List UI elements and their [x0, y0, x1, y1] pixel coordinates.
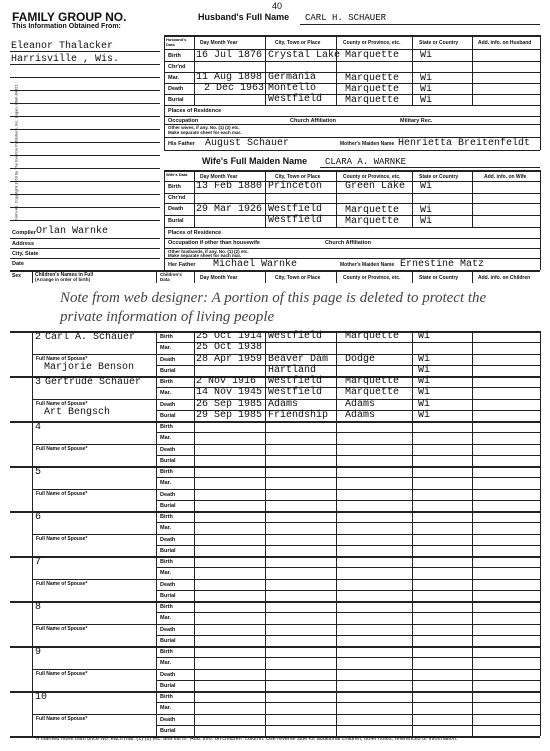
child-row-line [156, 680, 540, 681]
husband-death-state: Wi [420, 84, 433, 95]
child-burial-label: Burial [160, 368, 176, 374]
child-spouse-label: Full Name of Spouse* [36, 491, 88, 497]
wife-col-county-header: County or Province, etc. [343, 174, 401, 180]
col-county-header: County or Province, etc. [343, 40, 401, 46]
child-spouse-line [32, 444, 156, 445]
form-title: FAMILY GROUP NO. [12, 10, 127, 24]
wife-name: CLARA A. WARNKE [325, 157, 407, 167]
obtained-from-label: This Information Obtained From: [12, 23, 121, 30]
her-mother-label: Mother's Maiden Name [340, 262, 395, 268]
husband-birth-label: Birth [168, 53, 181, 59]
child-birth-label: Birth [160, 469, 173, 475]
child-row-line [156, 444, 540, 445]
child-row-line [156, 579, 540, 580]
child-spouse-label: Full Name of Spouse* [36, 716, 88, 722]
footer-note: *If married more than once No. each mar. (1) (2) etc. and list in "Add. info. on children" column. Use reverse side for additional children, other notes, references or information. [34, 736, 458, 742]
child-number: 3 [35, 377, 42, 388]
child-event-place: Adams [268, 399, 299, 410]
child-row-line [156, 635, 540, 636]
sex-label: Sex [12, 273, 21, 279]
child-death-label: Death [160, 357, 176, 363]
child-spouse-line [32, 579, 156, 580]
child-burial-label: Burial [160, 503, 176, 509]
child-row-line [156, 657, 540, 658]
child-death-label: Death [160, 492, 176, 498]
child-event-place: Westfield [268, 387, 323, 398]
child-birth-label: Birth [160, 559, 173, 565]
husband-burial-state: Wi [420, 95, 433, 106]
husband-birth-place: Crystal Lake [268, 50, 341, 61]
husband-name-line [300, 24, 540, 25]
child-event-state: Wi [418, 410, 431, 421]
husband-chrnd-label: Chr'nd [168, 64, 186, 70]
compiler-label: Compiler [12, 230, 36, 236]
husband-mar-county: Marquette [345, 73, 400, 84]
child-mar-label: Mar. [160, 435, 172, 441]
address-label: Address [12, 241, 35, 247]
child-row-line [156, 455, 540, 456]
child-row-line [10, 421, 540, 423]
child-spouse-line [32, 669, 156, 670]
husband-death-label: Death [168, 86, 184, 92]
wife-birth-date: 13 Feb 1880 [196, 181, 263, 192]
child-birth-label: Birth [160, 604, 173, 610]
child-spouse-line [32, 399, 156, 400]
child-spouse-name: Art Bengsch [44, 407, 111, 418]
child-death-label: Death [160, 582, 176, 588]
husband-death-place: Montello [268, 83, 317, 94]
wife-death-label: Death [168, 206, 184, 212]
wife-burial-state: Wi [420, 216, 433, 227]
child-event-place: Hartland [268, 365, 317, 376]
designer-note: Note from web designer: A portion of this page is deleted to protect the private information of living people [60, 290, 487, 325]
child-spouse-label: Full Name of Spouse* [36, 446, 88, 452]
child-spouse-label: Full Name of Spouse* [36, 581, 88, 587]
child-event-state: Wi [418, 387, 431, 398]
child-mar-label: Mar. [160, 615, 172, 621]
child-event-date: 28 Apr 1959 [196, 354, 263, 365]
child-name: Carl A. Schauer [45, 332, 136, 343]
child-row-line [156, 624, 540, 625]
child-event-state: Wi [418, 354, 431, 365]
child-number: 10 [35, 692, 48, 703]
husband-birth-state: Wi [420, 50, 433, 61]
child-number: 8 [35, 602, 42, 613]
wife-mother: Ernestine Matz [400, 259, 485, 270]
child-mar-label: Mar. [160, 660, 172, 666]
child-event-place: Westfield [268, 331, 323, 342]
source-line-2: Harrisville , Wis. [11, 54, 120, 65]
child-row-line [156, 590, 540, 591]
copyright-credit: Form A1. Copyright 1963 by The Everton Publishers, Inc. Logan, Utah 84321 [13, 84, 19, 221]
page-number: 40 [272, 1, 283, 11]
husband-father: August Schauer [205, 138, 290, 149]
child-birth-label: Birth [160, 379, 173, 385]
wife-birth-state: Wi [420, 181, 433, 192]
child-event-state: Wi [418, 331, 431, 342]
children-data-label: Children's Data [160, 272, 182, 282]
child-event-date: 26 Sep 1985 [196, 399, 263, 410]
child-event-place: Friendship [268, 410, 329, 421]
child-event-date: 29 Sep 1985 [196, 410, 263, 421]
child-row-line [156, 612, 540, 613]
child-row-line [156, 702, 540, 703]
wife-burial-label: Burial [168, 218, 184, 224]
wife-residence-label: Places of Residence [168, 230, 222, 236]
child-number: 2 [35, 332, 42, 343]
wife-col-date-header: Day Month Year [200, 174, 238, 180]
husband-mar-label: Mar. [168, 75, 180, 81]
wife-death-state: Wi [420, 205, 433, 216]
child-mar-label: Mar. [160, 705, 172, 711]
date-label: Date [12, 261, 24, 267]
places-of-residence-label: Places of Residence [168, 108, 222, 114]
military-rec-label: Military Rec. [400, 118, 433, 124]
child-row-line [156, 725, 540, 726]
child-mar-label: Mar. [160, 390, 172, 396]
child-row-line [10, 511, 540, 513]
child-row-line [156, 534, 540, 535]
child-birth-label: Birth [160, 424, 173, 430]
child-event-place: Beaver Dam [268, 354, 329, 365]
child-col-county: County or Province, etc. [343, 275, 401, 281]
col-husband-data: Husband's Data [166, 37, 187, 47]
child-burial-label: Burial [160, 638, 176, 644]
husband-name: CARL H. SCHAUER [305, 13, 387, 23]
children-grid-vline [540, 331, 541, 736]
child-spouse-line [32, 534, 156, 535]
child-row-line [10, 691, 540, 693]
child-row-line [10, 466, 540, 468]
child-event-date: 2 Nov 1916 [196, 376, 257, 387]
wife-title: Wife's Full Maiden Name [202, 156, 308, 166]
wife-birth-place: Princeton [268, 181, 323, 192]
husband-title: Husband's Full Name [198, 12, 290, 22]
child-event-date: 25 Oct 1914 [196, 331, 263, 342]
wife-chrnd-label: Chr'nd [168, 195, 186, 201]
child-name: Gertrude Schauer [45, 377, 142, 388]
child-event-date: 14 Nov 1945 [196, 387, 263, 398]
child-row-line [156, 669, 540, 670]
child-mar-label: Mar. [160, 480, 172, 486]
child-mar-label: Mar. [160, 345, 172, 351]
child-spouse-name: Marjorie Benson [44, 362, 135, 373]
wife-birth-label: Birth [168, 184, 181, 190]
occupation-label: Occupation [168, 118, 199, 124]
child-event-county: Marquette [345, 387, 400, 398]
husband-death-date: 2 Dec 1963 [204, 83, 265, 94]
husband-birth-county: Marquette [345, 50, 400, 61]
col-wife-data: Wife's Data [166, 172, 188, 177]
child-burial-label: Burial [160, 683, 176, 689]
child-number: 9 [35, 647, 42, 658]
wife-burial-place: Westfield [268, 215, 323, 226]
other-husbands-label-2: Make separate sheet for each mar. [168, 253, 242, 258]
child-row-line [156, 714, 540, 715]
child-burial-label: Burial [160, 413, 176, 419]
child-birth-label: Birth [160, 649, 173, 655]
child-row-line [10, 556, 540, 558]
child-death-label: Death [160, 627, 176, 633]
other-wives-label-2: Make separate sheet for each mar. [168, 130, 242, 135]
child-birth-label: Birth [160, 334, 173, 340]
children-names-sub: (Arrange in order of birth) [35, 277, 90, 282]
child-burial-label: Burial [160, 728, 176, 734]
child-spouse-line [32, 354, 156, 355]
col-info-husband-header: Add. info. on Husband [478, 40, 532, 46]
child-row-line [156, 432, 540, 433]
child-burial-label: Burial [160, 593, 176, 599]
wife-death-place: Westfield [268, 204, 323, 215]
child-col-city: City, Town or Place [275, 275, 321, 281]
child-row-line [156, 567, 540, 568]
child-event-county: Marquette [345, 331, 400, 342]
wife-birth-county: Green Lake [345, 181, 406, 192]
her-father-label: Her Father [168, 262, 196, 268]
child-row-line [156, 545, 540, 546]
compiler-name: Orlan Warnke [36, 226, 109, 237]
child-event-place: Westfield [268, 376, 323, 387]
child-row-line [156, 365, 540, 366]
child-birth-label: Birth [160, 694, 173, 700]
child-col-date: Day Month Year [200, 275, 238, 281]
husband-burial-county: Marquette [345, 95, 400, 106]
wife-death-date: 29 Mar 1926 [196, 204, 263, 215]
other-wives-label: Other wives, if any. No. (1) (2) etc. [168, 125, 240, 130]
child-row-line [156, 522, 540, 523]
husband-burial-label: Burial [168, 97, 184, 103]
child-death-label: Death [160, 402, 176, 408]
other-husbands-label: Other husbands, if any. No. (1) (2) etc. [168, 249, 249, 254]
city-state-label: City, State [12, 251, 39, 257]
husband-birth-date: 16 Jul 1876 [196, 50, 263, 61]
child-number: 6 [35, 512, 42, 523]
child-event-county: Marquette [345, 376, 400, 387]
child-event-state: Wi [418, 365, 431, 376]
child-event-county: Adams [345, 399, 376, 410]
child-number: 7 [35, 557, 42, 568]
child-event-date: 25 Oct 1938 [196, 342, 263, 353]
husband-mother: Henrietta Breitenfeldt [398, 138, 531, 149]
church-affiliation-label: Church Affiliation [290, 118, 336, 124]
wife-death-county: Marquette [345, 205, 400, 216]
child-burial-label: Burial [160, 548, 176, 554]
child-mar-label: Mar. [160, 525, 172, 531]
child-spouse-line [32, 624, 156, 625]
child-spouse-line [32, 714, 156, 715]
child-spouse-label: Full Name of Spouse* [36, 626, 88, 632]
child-event-state: Wi [418, 376, 431, 387]
col-date-header: Day Month Year [200, 40, 238, 46]
child-row-line [156, 500, 540, 501]
his-father-label: His Father [168, 141, 195, 147]
child-spouse-label: Full Name of Spouse* [36, 536, 88, 542]
wife-church-label: Church Affiliation [325, 240, 371, 246]
child-spouse-label: Full Name of Spouse* [36, 356, 88, 362]
child-event-county: Dodge [345, 354, 376, 365]
child-spouse-label: Full Name of Spouse* [36, 401, 88, 407]
child-event-county: Adams [345, 410, 376, 421]
child-spouse-line [32, 489, 156, 490]
child-number: 4 [35, 422, 42, 433]
child-birth-label: Birth [160, 514, 173, 520]
source-line-1: Eleanor Thalacker [11, 41, 114, 52]
child-burial-label: Burial [160, 458, 176, 464]
child-row-line [156, 477, 540, 478]
child-death-label: Death [160, 717, 176, 723]
husband-mar-state: Wi [420, 73, 433, 84]
child-col-state: State or Country [419, 275, 459, 281]
wife-burial-county: Marquette [345, 216, 400, 227]
husband-mar-place: Germania [268, 72, 317, 83]
his-mother-label: Mother's Maiden Name [340, 141, 395, 147]
col-info-children: Add. info. on Children [478, 275, 531, 281]
col-state-header: State or Country [419, 40, 459, 46]
child-row-line [10, 601, 540, 603]
child-row-line [156, 489, 540, 490]
children-names-label: Children's Names in Full [35, 272, 94, 278]
child-mar-label: Mar. [160, 570, 172, 576]
child-event-state: Wi [418, 399, 431, 410]
child-death-label: Death [160, 537, 176, 543]
wife-occupation-label: Occupation if other than housewife [168, 240, 260, 246]
wife-col-city-header: City, Town or Place [275, 174, 321, 180]
husband-death-county: Marquette [345, 84, 400, 95]
child-death-label: Death [160, 672, 176, 678]
husband-burial-place: Westfield [268, 94, 323, 105]
wife-col-state-header: State or Country [419, 174, 459, 180]
wife-father: Michael Warnke [213, 259, 298, 270]
child-row-line [10, 646, 540, 648]
child-spouse-label: Full Name of Spouse* [36, 671, 88, 677]
col-info-wife-header: Add. info. on Wife [484, 174, 527, 180]
husband-mar-date: 11 Aug 1898 [196, 72, 263, 83]
child-death-label: Death [160, 447, 176, 453]
child-number: 5 [35, 467, 42, 478]
col-city-header: City, Town or Place [275, 40, 321, 46]
